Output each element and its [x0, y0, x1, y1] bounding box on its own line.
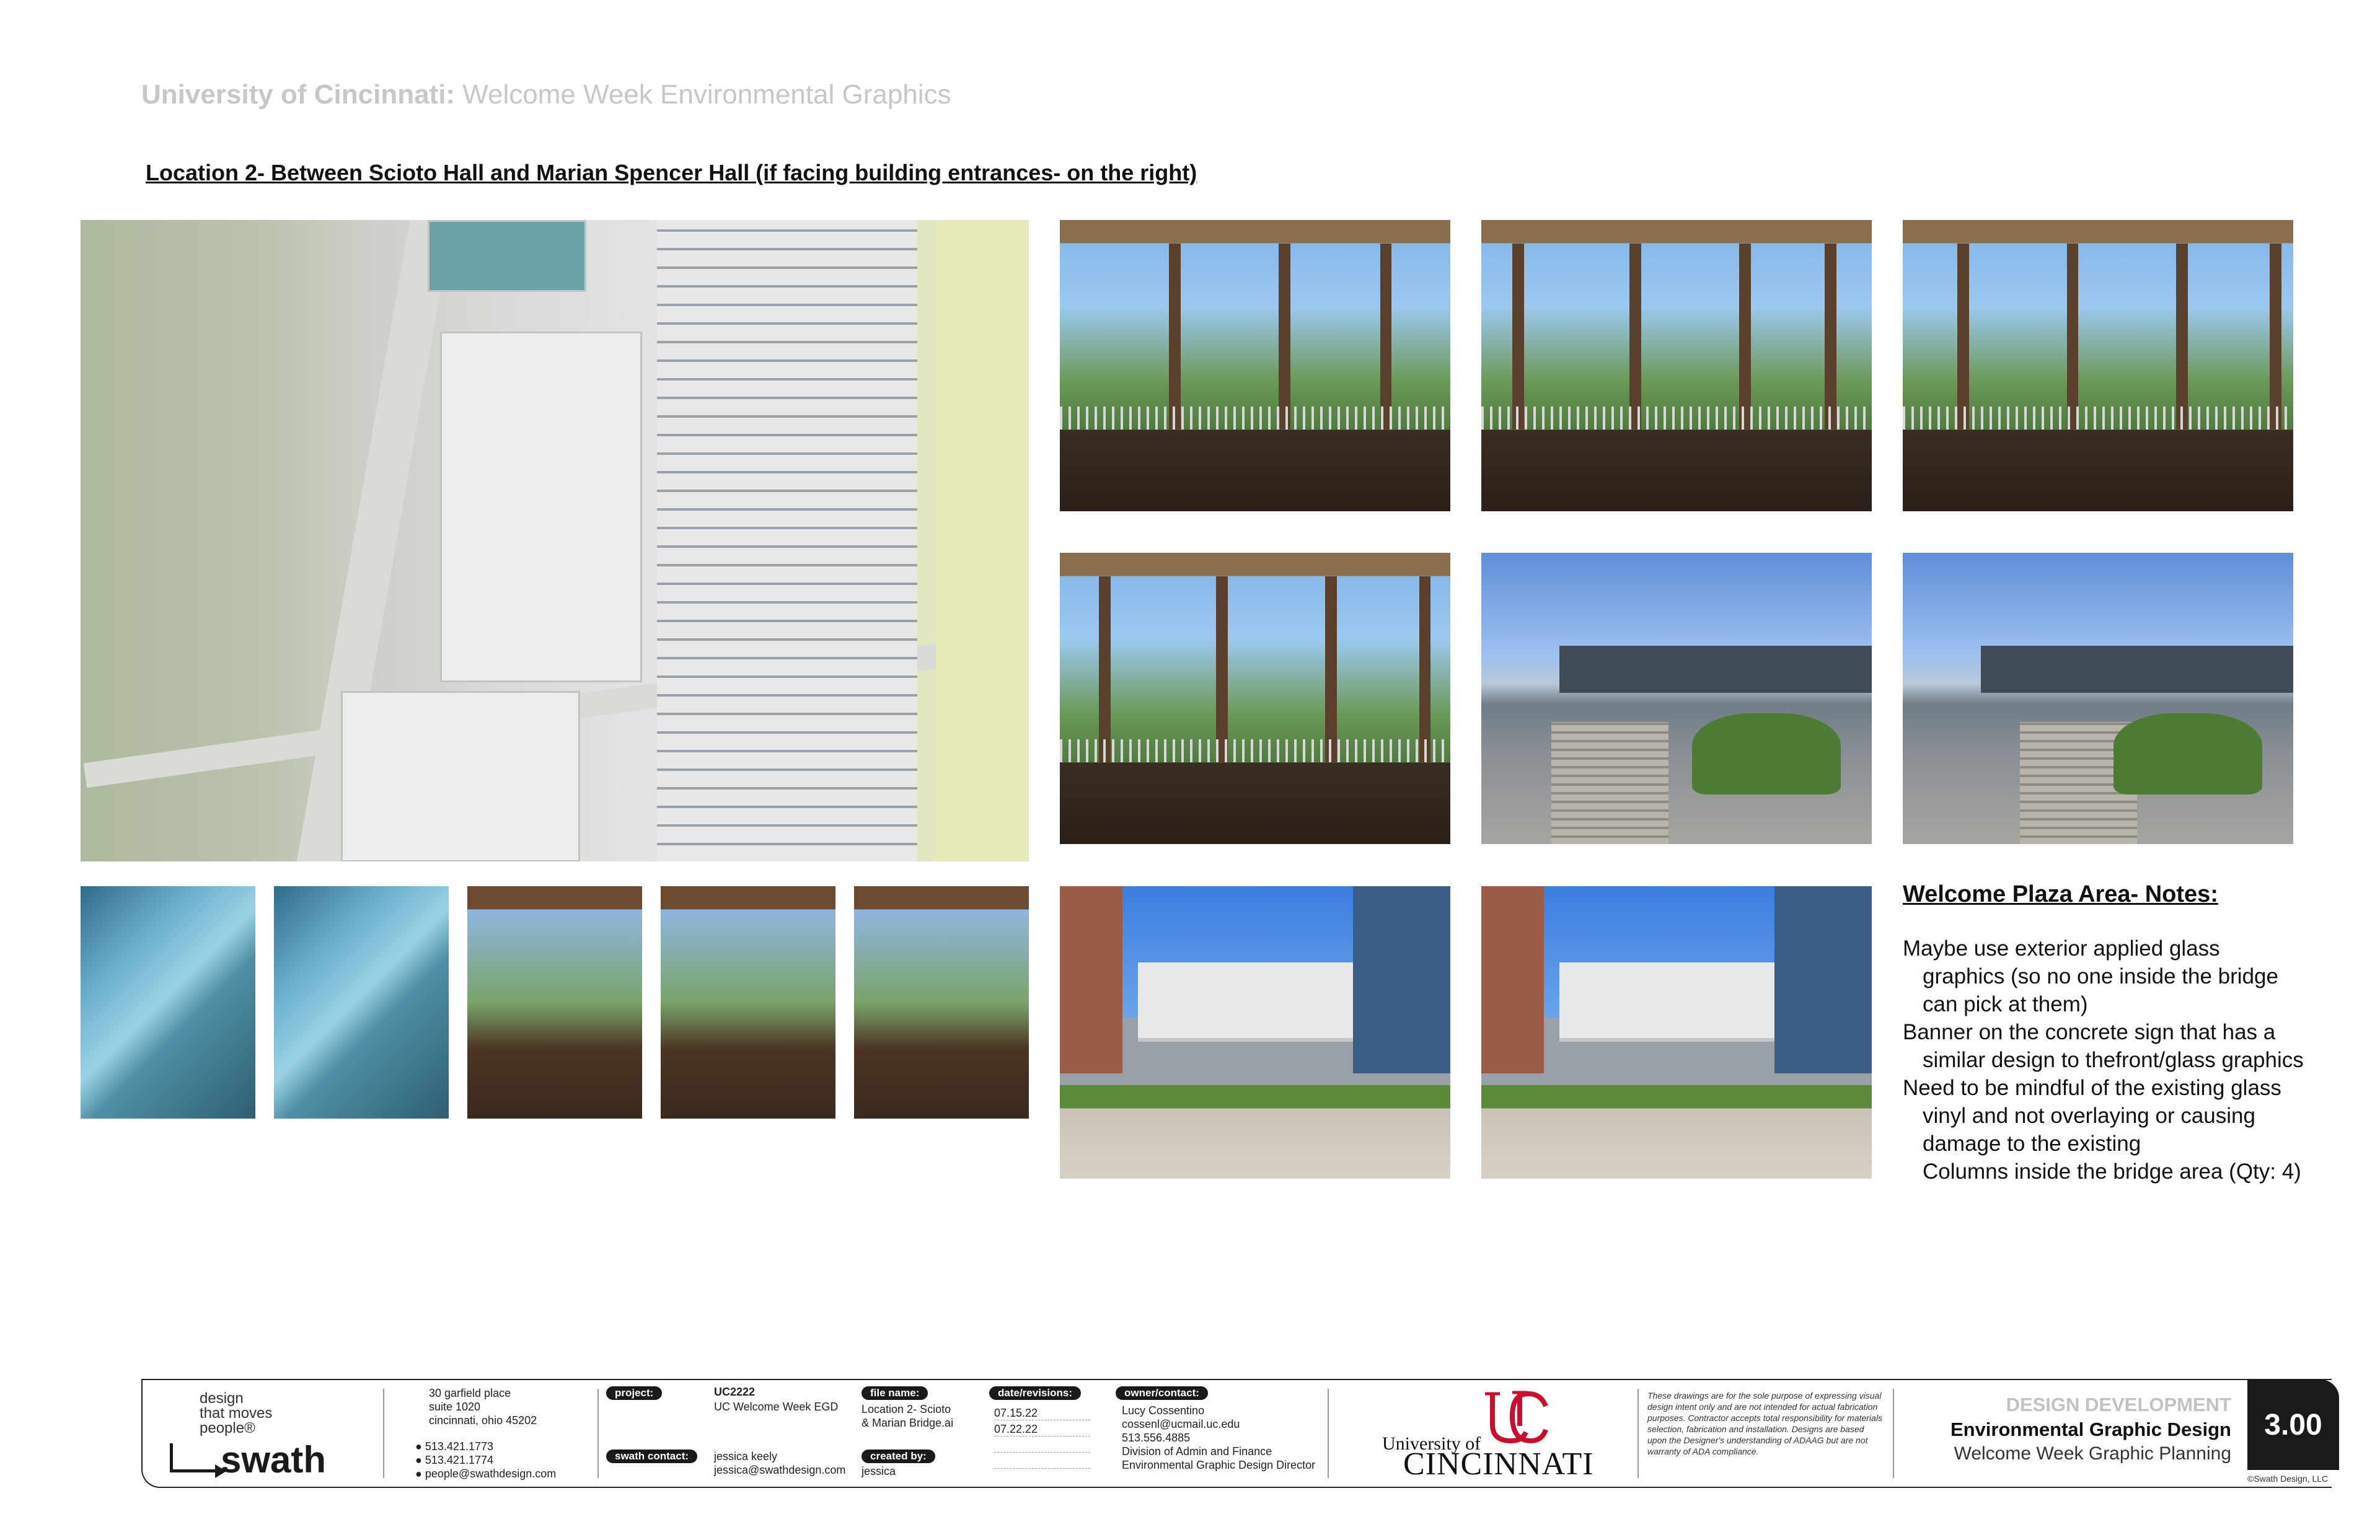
note-line: Banner on the concrete sign that has a — [1903, 1020, 2276, 1044]
bridge-glass-photo-2 — [274, 886, 449, 1119]
contact-info — [415, 1440, 556, 1481]
address-line: cincinnati, ohio 45202 — [429, 1414, 537, 1427]
bridge-street-photo-1 — [1060, 886, 1450, 1179]
sheet-title: Welcome Week Graphic Planning — [1954, 1443, 2231, 1464]
date-rev-1: 07.15.22 — [994, 1407, 1038, 1419]
uc-cincinnati: CINCINNATI — [1403, 1446, 1594, 1482]
phone-icon: ● — [415, 1440, 422, 1453]
interior-window-photo-3 — [1903, 220, 2293, 511]
email-icon: ● — [415, 1467, 422, 1480]
owner-phone: 513.556.4885 — [1122, 1432, 1191, 1444]
uc-logo-icon — [1481, 1389, 1549, 1446]
corridor-photo-3 — [854, 886, 1029, 1119]
swath-contact-label: swath contact: — [606, 1450, 697, 1463]
copyright: ©Swath Design, LLC — [2247, 1474, 2329, 1484]
phase-label: DESIGN DEVELOPMENT — [2006, 1394, 2231, 1415]
note-line: can pick at them) — [1923, 992, 2088, 1016]
dates-label: date/revisions: — [989, 1386, 1081, 1400]
email: people@swathdesign.com — [425, 1467, 557, 1480]
owner-name: Lucy Cossentino — [1122, 1404, 1205, 1417]
file-name-label: file name: — [862, 1386, 928, 1400]
address-line: suite 1020 — [429, 1401, 481, 1413]
aerial-map-photo — [81, 220, 1029, 861]
file-name-line: Location 2- Scioto — [862, 1403, 951, 1415]
owner-title: Environmental Graphic Design Director — [1122, 1459, 1316, 1471]
contact-email: jessica@swathdesign.com — [714, 1464, 846, 1476]
interior-window-photo-1 — [1060, 220, 1450, 511]
bridge-street-photo-2 — [1481, 886, 1872, 1179]
file-name-line: & Marian Bridge.ai — [862, 1417, 954, 1429]
note-line: damage to the existing — [1923, 1132, 2141, 1156]
tagline-line: people® — [200, 1420, 255, 1437]
project-label: project: — [606, 1386, 662, 1400]
file-name — [862, 1402, 953, 1430]
corridor-photo-1 — [467, 886, 642, 1119]
title-bold: University of Cincinnati: — [141, 79, 456, 110]
interior-window-photo-2 — [1481, 220, 1872, 511]
fax-icon: ● — [415, 1454, 422, 1466]
notes-body — [1903, 935, 2361, 1186]
tagline — [200, 1391, 272, 1436]
project-name: UC Welcome Week EGD — [714, 1401, 839, 1413]
created-by-label: created by: — [862, 1450, 935, 1463]
address-line: 30 garfield place — [429, 1387, 511, 1399]
fax: 513.421.1774 — [425, 1454, 493, 1466]
disclaimer: These drawings are for the sole purpose of expressing visual design intent only and are not intended for actual fabrication purposes. Contractor accepts total responsibility for materials selection, fabrication and installation. Designs are based upon the Designer's understanding of ADAAG but are not warranty of ADA compliance. — [1647, 1391, 1882, 1456]
project-code: UC2222 — [714, 1386, 756, 1398]
title-block — [141, 1379, 2332, 1488]
title-rest: Welcome Week Environmental Graphics — [455, 79, 951, 110]
date-rev-2: 07.22.22 — [994, 1423, 1038, 1435]
note-line: Need to be mindful of the existing glass — [1903, 1076, 2281, 1100]
note-line: Maybe use exterior applied glass — [1903, 936, 2220, 961]
owner-division: Division of Admin and Finance — [1122, 1445, 1272, 1458]
bridge-glass-photo-1 — [81, 886, 255, 1119]
tagline-line: design — [200, 1390, 244, 1407]
location-heading: Location 2- Between Scioto Hall and Marian Spencer Hall (if facing building entrances- on the right) — [146, 160, 1197, 185]
note-line: graphics (so no one inside the bridge — [1923, 964, 2278, 988]
owner-email: cossenl@ucmail.uc.edu — [1122, 1418, 1240, 1430]
swath-arrow-icon — [170, 1443, 216, 1472]
swath-contact — [714, 1450, 845, 1477]
contact-name: jessica keely — [714, 1450, 778, 1463]
created-by: jessica — [862, 1465, 896, 1477]
exterior-stairs-photo-2 — [1903, 553, 2293, 844]
note-line: Columns inside the bridge area (Qty: 4) — [1923, 1159, 2301, 1184]
note-line: vinyl and not overlaying or causing — [1923, 1104, 2255, 1128]
discipline-label: Environmental Graphic Design — [1950, 1419, 2231, 1440]
address — [429, 1386, 537, 1427]
exterior-stairs-photo-1 — [1481, 553, 1872, 844]
phone: 513.421.1773 — [425, 1440, 493, 1453]
owner-label: owner/contact: — [1116, 1386, 1208, 1400]
uc-university-of: University of — [1382, 1433, 1481, 1454]
interior-window-photo-4 — [1060, 553, 1450, 844]
sheet-number: 3.00 — [2247, 1379, 2339, 1470]
owner-contact — [1122, 1404, 1315, 1472]
note-line: similar design to thefront/glass graphics — [1923, 1048, 2304, 1072]
document-title — [141, 79, 951, 110]
notes-heading: Welcome Plaza Area- Notes: — [1903, 881, 2218, 907]
corridor-photo-2 — [661, 886, 835, 1119]
tagline-line: that moves — [200, 1405, 273, 1422]
swath-logo: swath — [221, 1439, 327, 1481]
